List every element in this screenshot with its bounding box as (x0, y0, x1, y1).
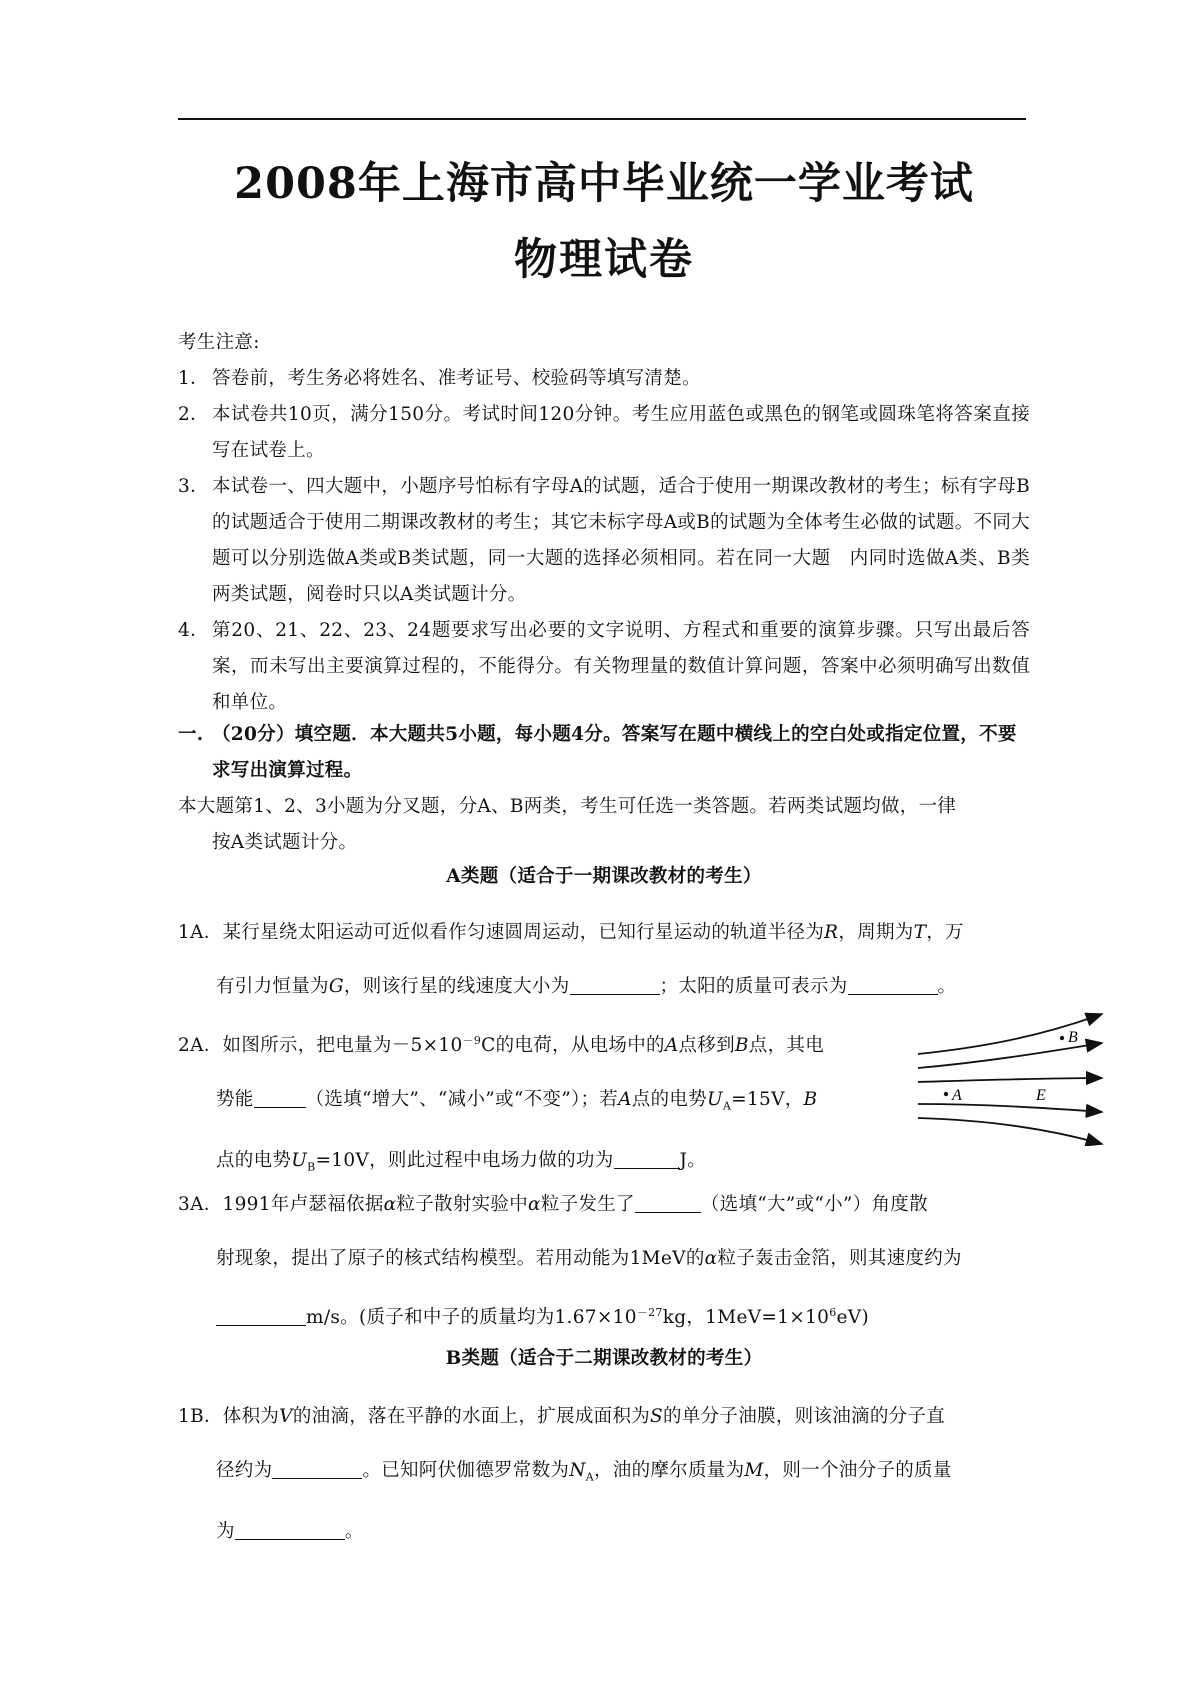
notice-item-text: 本试卷一、四大题中，小题序号怕标有字母A的试题，适合于使用一期课改教材的考生；标有字母B的试题适合于使用二期课改教材的考生；其它未标字母A或B的试题为全体考生必做的试题。不同大题可以分别选做A类或B类试题，同一大题的选择必须相同。若在同一大题 内同时选做A类、B类两类试题，阅卷时只以A类试题计分。 (212, 476, 1030, 605)
point-a-dot (944, 1092, 948, 1096)
variable-R: R (824, 922, 839, 943)
question-text: ，则该行星的线速度大小为 (343, 976, 570, 997)
question-line (178, 1390, 1030, 1444)
question-1a (178, 906, 1030, 1014)
answer-blank[interactable] (635, 1190, 701, 1213)
question-text: =15V， (731, 1089, 804, 1111)
question-line (178, 1014, 908, 1073)
variable-B: B (734, 1035, 749, 1057)
category-a-title: A类题（适合于一期课改教材的考生） (446, 866, 762, 887)
top-rule (178, 118, 1026, 120)
question-text: 点移到 (678, 1035, 735, 1057)
question-text: ，油的摩尔质量为 (593, 1460, 745, 1481)
point-b-dot (1060, 1036, 1064, 1040)
question-line (178, 960, 1030, 1014)
symbol-alpha: α (704, 1248, 718, 1269)
notice-item-text: 第20、21、22、23、24题要求写出必要的文字说明、方程式和重要的演算步骤。只写出最后答案，而未写出主要演算过程的，不能得分。有关物理量的数值计算问题，答案中必须明确写出数值和单位。 (212, 620, 1030, 713)
section-heading (178, 717, 1030, 789)
question-text: eV) (836, 1307, 869, 1329)
notice-item (178, 613, 1030, 721)
question-3a (178, 1178, 1030, 1345)
section-number: 一. (178, 724, 204, 745)
answer-blank[interactable] (235, 1517, 345, 1540)
field-e-label: E (1036, 1087, 1046, 1104)
question-text: 势能 (216, 1089, 254, 1111)
point-b-label: B (1068, 1029, 1078, 1046)
exponent: －9 (462, 1034, 482, 1047)
notice-heading: 考生注意: (178, 332, 260, 353)
field-line (918, 1104, 1102, 1112)
section-one (178, 717, 1030, 861)
answer-blank[interactable] (254, 1085, 306, 1108)
question-text: ；太阳的质量可表示为 (659, 976, 848, 997)
question-text: =10V，则此过程中电场力做的功为 (315, 1149, 614, 1171)
question-text: 。已知阿伏伽德罗常数为 (362, 1460, 570, 1481)
question-text: 径约为 (216, 1460, 273, 1481)
question-line (178, 1232, 1030, 1286)
question-line (178, 1286, 1030, 1345)
answer-blank[interactable] (848, 972, 938, 995)
candidate-notice (178, 325, 1030, 721)
notice-item-text: 本试卷共10页，满分150分。考试时间120分钟。考生应用蓝色或黑色的钢笔或圆珠笔将答案直接写在试卷上。 (212, 404, 1030, 461)
category-b-title: B类题（适合于二期课改教材的考生） (445, 1348, 763, 1369)
subscript: B (307, 1160, 316, 1174)
question-text: （选填“大”或“小”）角度散 (700, 1194, 928, 1215)
question-line (178, 1444, 1030, 1505)
exponent: 6 (829, 1306, 837, 1319)
question-text: 点的电势 (216, 1149, 292, 1171)
answer-blank[interactable] (216, 1303, 306, 1326)
notice-item (178, 361, 1030, 397)
notice-item-text: 答卷前，考生务必将姓名、准考证号、校验码等填写清楚。 (212, 368, 701, 389)
subscript: A (722, 1099, 732, 1113)
question-line (178, 1073, 908, 1134)
answer-blank[interactable] (272, 1456, 362, 1479)
variable-A: A (618, 1089, 632, 1111)
variable-N: N (569, 1460, 586, 1481)
question-text: 粒子发生了 (540, 1194, 635, 1215)
variable-T: T (913, 922, 927, 943)
question-number: 2A． (178, 1035, 223, 1057)
exam-subtitle: 物理试卷 (514, 235, 694, 285)
notice-item-number: 3． (178, 476, 209, 497)
variable-U: U (291, 1149, 308, 1171)
question-text: C的电荷，从电场中的 (481, 1035, 665, 1057)
question-number: 3A． (178, 1194, 223, 1215)
section-heading-text: （20分）填空题．本大题共5小题，每小题4分。答案写在题中横线上的空白处或指定位置，不要求写出演算过程。 (212, 724, 1017, 781)
point-a-label: A (952, 1087, 962, 1104)
question-text: 的单分子油膜，则该油滴的分子直 (663, 1406, 946, 1427)
exponent: －27 (636, 1306, 663, 1319)
question-text: 1991年卢瑟福依据 (222, 1194, 384, 1215)
question-text: 如图所示，把电量为－5×10 (222, 1035, 463, 1057)
question-text: 射现象，提出了原子的核式结构模型。若用动能为1MeV的 (216, 1248, 705, 1269)
question-text: kg，1MeV=1×10 (662, 1307, 830, 1329)
variable-M: M (744, 1460, 764, 1481)
notice-item-number: 1． (178, 368, 209, 389)
question-2a (178, 1014, 908, 1195)
question-text: 粒子轰击金箔，则其速度约为 (717, 1248, 962, 1269)
question-text: 某行星绕太阳运动可近似看作匀速圆周运动，已知行星运动的轨道半径为 (222, 922, 825, 943)
variable-A: A (664, 1035, 679, 1057)
question-text: 粒子散射实验中 (396, 1194, 529, 1215)
question-text: 体积为 (222, 1406, 280, 1427)
question-number: 1B． (178, 1406, 223, 1427)
electric-field-figure (916, 1008, 1106, 1146)
field-line (918, 1118, 1102, 1144)
symbol-alpha: α (383, 1194, 397, 1215)
variable-G: G (328, 976, 344, 997)
notice-item (178, 397, 1030, 469)
question-text: 有引力恒量为 (216, 976, 329, 997)
symbol-alpha: α (528, 1194, 541, 1215)
question-text: （选填“增大”、“减小”或“不变”）；若 (305, 1089, 619, 1111)
question-text: 点，其电 (748, 1035, 824, 1057)
variable-S: S (650, 1406, 664, 1427)
subscript: A (585, 1470, 594, 1484)
question-line (178, 1178, 1030, 1232)
variable-V: V (279, 1406, 293, 1427)
question-text: 点的电势 (631, 1089, 707, 1111)
section-note-line: 本大题第1、2、3小题为分叉题，分A、B两类，考生可任选一类答题。若两类试题均做，一律 (178, 796, 957, 817)
field-line (918, 1078, 1102, 1082)
notice-item (178, 469, 1030, 613)
question-text: ，周期为 (838, 922, 914, 943)
question-text: 为 (216, 1520, 235, 1542)
question-text: 的油滴，落在平静的水面上，扩展成面积为 (292, 1406, 651, 1427)
section-note-line: 按A类试题计分。 (212, 832, 358, 853)
question-text: ，万 (926, 922, 964, 943)
answer-blank[interactable] (614, 1146, 680, 1169)
answer-blank[interactable] (570, 972, 660, 995)
question-number: 1A． (178, 922, 223, 943)
question-text: m/s。(质子和中子的质量均为1.67×10 (306, 1307, 637, 1329)
variable-U: U (706, 1089, 723, 1111)
notice-item-number: 4． (178, 620, 209, 641)
question-line (178, 906, 1030, 960)
notice-item-number: 2． (178, 404, 209, 425)
question-text: J。 (679, 1149, 707, 1171)
question-line (178, 1505, 1030, 1559)
question-text: 。 (344, 1520, 364, 1542)
question-text: ，则一个油分子的质量 (763, 1460, 952, 1481)
question-text: 。 (937, 976, 957, 997)
exam-title: 2008年上海市高中毕业统一学业考试 (234, 159, 974, 209)
question-1b (178, 1390, 1030, 1559)
field-line (918, 1043, 1102, 1068)
variable-B: B (803, 1089, 818, 1111)
